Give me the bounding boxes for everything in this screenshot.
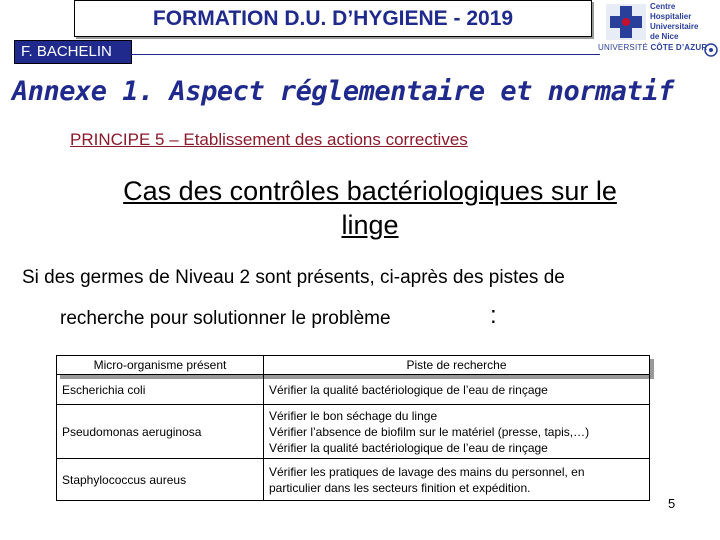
page-title: Annexe 1. Aspect réglementaire et normatif: [12, 76, 674, 107]
header-divider: [130, 54, 600, 55]
table-header-row: [57, 356, 650, 375]
university-emblem-icon: [704, 43, 718, 57]
page-number: 5: [668, 496, 676, 511]
case-heading-line: linge: [341, 210, 399, 240]
track-line: Vérifier la qualité bactériologique de l’eau de rinçage: [269, 440, 548, 455]
track-cell: [264, 459, 650, 501]
column-header-organism: Micro-organisme présent: [57, 356, 264, 375]
logo-text-line: Hospitalier: [650, 12, 692, 21]
university-name: CÔTE D’AZUR: [650, 43, 708, 52]
column-header-track: Piste de recherche: [264, 356, 650, 375]
track-line: Vérifier l’absence de biofilm sur le matériel (presse, tapis,…): [269, 424, 590, 439]
logo-text-line: Universitaire: [650, 22, 699, 31]
case-heading-line: Cas des contrôles bactériologiques sur le: [123, 176, 617, 206]
track-line: Vérifier le bon séchage du linge: [269, 408, 438, 423]
organism-cell: Escherichia coli: [57, 375, 264, 405]
header-title: FORMATION D.U. D’HYGIENE - 2019: [74, 0, 592, 37]
track-line: Vérifier les pratiques de lavage des mains du personnel, en: [269, 464, 585, 479]
organism-cell: Pseudomonas aeruginosa: [57, 405, 264, 459]
university-prefix: UNIVERSITÉ: [598, 43, 649, 52]
hospital-cross-icon: [604, 2, 648, 42]
track-line: particulier dans les secteurs finition et expédition.: [269, 480, 531, 495]
track-cell: [264, 405, 650, 459]
logo-text-line: Centre: [650, 2, 676, 11]
author-label: F. BACHELIN: [14, 40, 132, 64]
chu-nice-logo: [598, 0, 720, 62]
principle-heading: PRINCIPE 5 – Etablissement des actions correctives: [70, 130, 468, 149]
intro-text-continued: recherche pour solutionner le problème: [60, 308, 391, 329]
organism-cell: Staphylococcus aureus: [57, 459, 264, 501]
table-row: [57, 375, 650, 405]
university-label: [598, 43, 707, 52]
case-heading: [40, 174, 700, 242]
intro-colon: :: [490, 302, 497, 329]
track-line: Vérifier la qualité bactériologique de l’eau de rinçage: [269, 382, 548, 397]
track-cell: [264, 375, 650, 405]
corrective-actions-table: [56, 355, 650, 501]
intro-text: Si des germes de Niveau 2 sont présents, ci-après des pistes de: [22, 267, 565, 288]
table-row: [57, 459, 650, 501]
table-row: [57, 405, 650, 459]
logo-text-line: de Nice: [650, 32, 679, 41]
